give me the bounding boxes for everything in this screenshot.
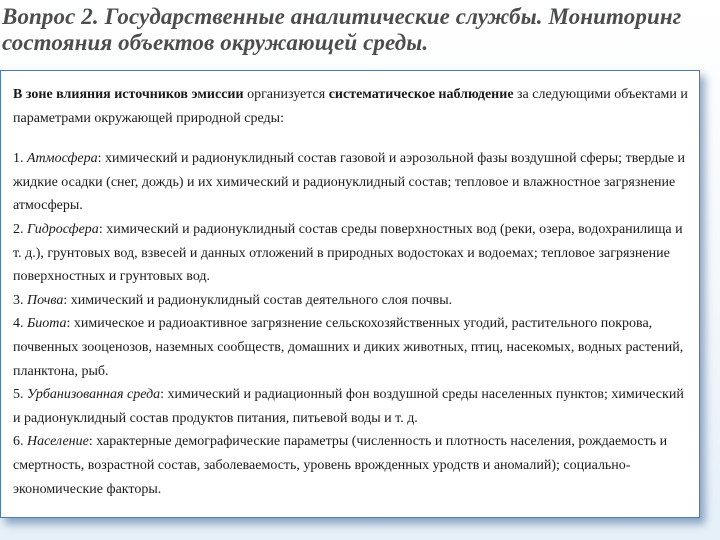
list-item-urban-environment xyxy=(13,383,689,430)
intro-text-1: организуется xyxy=(243,87,329,102)
list-item-number: 1. xyxy=(13,151,27,167)
list-item-term: Население xyxy=(27,434,89,450)
list-item-term: Биота xyxy=(27,316,67,332)
content-box xyxy=(0,70,700,518)
list-item-number: 4. xyxy=(13,316,27,332)
list-item-text: : химический и радионуклидный состав среды поверхностных вод (реки, озера, водохранилища и т. д.), грунтовых вод, взвесей и данных отложений в природных водостоках и водоемах; тепловое загрязнение поверхностных и грунтовых вод. xyxy=(13,221,683,285)
list-item-term: Атмосфера xyxy=(27,151,98,167)
list-item-text: : химический и радионуклидный состав газовой и аэрозольной фазы воздушной сферы; твердые и жидкие осадки (снег, дождь) и их химический и радионуклидный состав; тепловое и влажностное загрязнение атмосферы. xyxy=(13,151,685,214)
list-item-number: 5. xyxy=(13,387,27,403)
slide-title: Вопрос 2. Государственные аналитические службы. Мониторинг состояния объектов окружающей среды. xyxy=(2,4,682,55)
list-item-text: : химический и радионуклидный состав деятельного слоя почвы. xyxy=(63,292,453,308)
intro-paragraph xyxy=(13,83,689,130)
list-item-term: Гидросфера xyxy=(27,221,99,237)
list-item-hydrosphere xyxy=(13,218,689,289)
list-item-number: 2. xyxy=(13,221,27,237)
list-item-number: 3. xyxy=(13,292,27,308)
list-item-number: 6. xyxy=(13,434,27,450)
intro-bold-start: В зоне влияния источников эмиссии xyxy=(13,87,244,102)
list-item-term: Урбанизованная среда xyxy=(27,387,161,403)
list-item-soil xyxy=(13,289,689,313)
list-item-atmosphere xyxy=(13,147,689,218)
intro-text-2: за следующими объектами и параметрами окружающей природной среды: xyxy=(13,87,688,126)
list-item-text: : химический и радиационный фон воздушной среды населенных пунктов; химический и радионуклидный состав продуктов питания, питьевой воды и т. д. xyxy=(13,387,684,426)
list-item-biota xyxy=(13,312,689,383)
list-item-term: Почва xyxy=(27,292,64,308)
list-item-population xyxy=(13,430,689,501)
list-item-text: : характерные демографические параметры (численность и плотность населения, рождаемость и смертность, возрастной состав, заболеваемость, уровень врожденных уродств и аномалий); социально-экономические факторы. xyxy=(13,434,668,497)
intro-bold-term: систематическое наблюдение xyxy=(328,87,514,102)
list-item-text: : химическое и радиоактивное загрязнение сельскохозяйственных угодий, растительного покрова, почвенных зооценозов, наземных сообществ, домашних и диких животных, птиц, насекомых, водных растений, планктона, рыб. xyxy=(13,316,684,379)
